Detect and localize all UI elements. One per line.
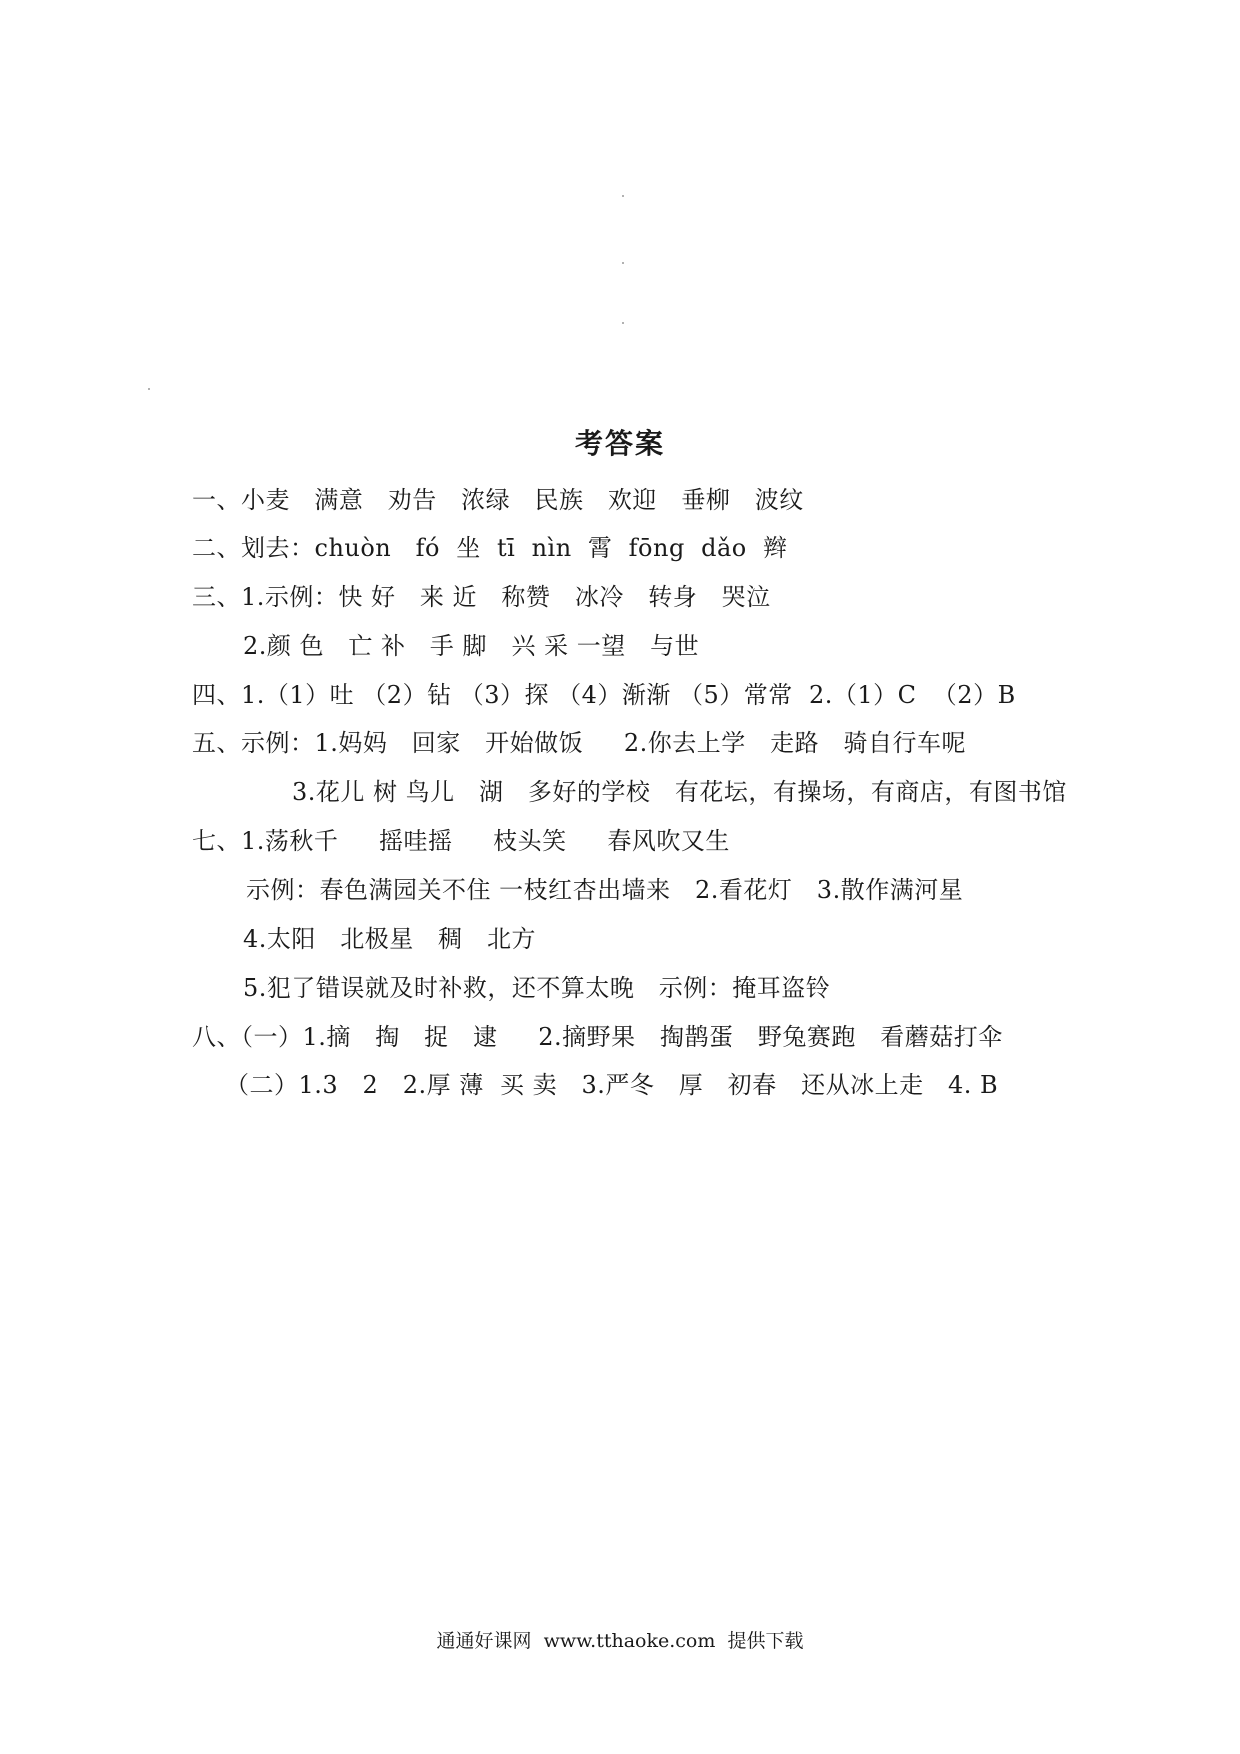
answer-line-6: 五、示例：1.妈妈 回家 开始做饭 2.你去上学 走路 骑自行车呢 (192, 729, 966, 757)
answer-line-2: 二、划去：chuòn fó 坐 tī nìn 霄 fōng dǎo 辫 (192, 534, 788, 562)
answer-line-4: 2.颜 色 亡 补 手 脚 兴 采 一望 与世 (243, 632, 700, 660)
answer-line-7: 3.花儿 树 鸟儿 湖 多好的学校 有花坛，有操场，有商店，有图书馆 (292, 778, 1067, 806)
footer-credit: 通通好课网 www.tthaoke.com 提供下载 (436, 1630, 804, 1652)
answer-line-11: 5.犯了错误就及时补救，还不算太晚 示例：掩耳盗铃 (243, 974, 831, 1002)
answer-line-13: （二）1.3 2 2.厚 薄 买 卖 3.严冬 厚 初春 还从冰上走 4. B (225, 1071, 999, 1099)
answer-line-10: 4.太阳 北极星 稠 北方 (243, 925, 537, 953)
answer-line-5: 四、1.（1）吐 （2）钻 （3）探 （4）渐渐 （5）常常 2.（1）C （2）B (192, 681, 1016, 709)
answer-line-3: 三、1.示例：快 好 来 近 称赞 冰冷 转身 哭泣 (192, 583, 771, 611)
scan-speck (622, 322, 624, 324)
answer-line-12: 八、（一）1.摘 掏 捉 逮 2.摘野果 掏鹊蛋 野兔赛跑 看蘑菇打伞 (192, 1023, 1003, 1051)
answer-line-8: 七、1.荡秋千 摇哇摇 枝头笑 春风吹又生 (192, 827, 730, 855)
page-title: 考答案 (574, 427, 665, 460)
scan-speck (622, 262, 624, 264)
answer-line-9: 示例：春色满园关不住 一枝红杏出墙来 2.看花灯 3.散作满河星 (246, 876, 964, 904)
answer-line-1: 一、小麦 满意 劝告 浓绿 民族 欢迎 垂柳 波纹 (192, 486, 804, 514)
scan-speck (148, 388, 150, 390)
scan-speck (622, 195, 624, 197)
